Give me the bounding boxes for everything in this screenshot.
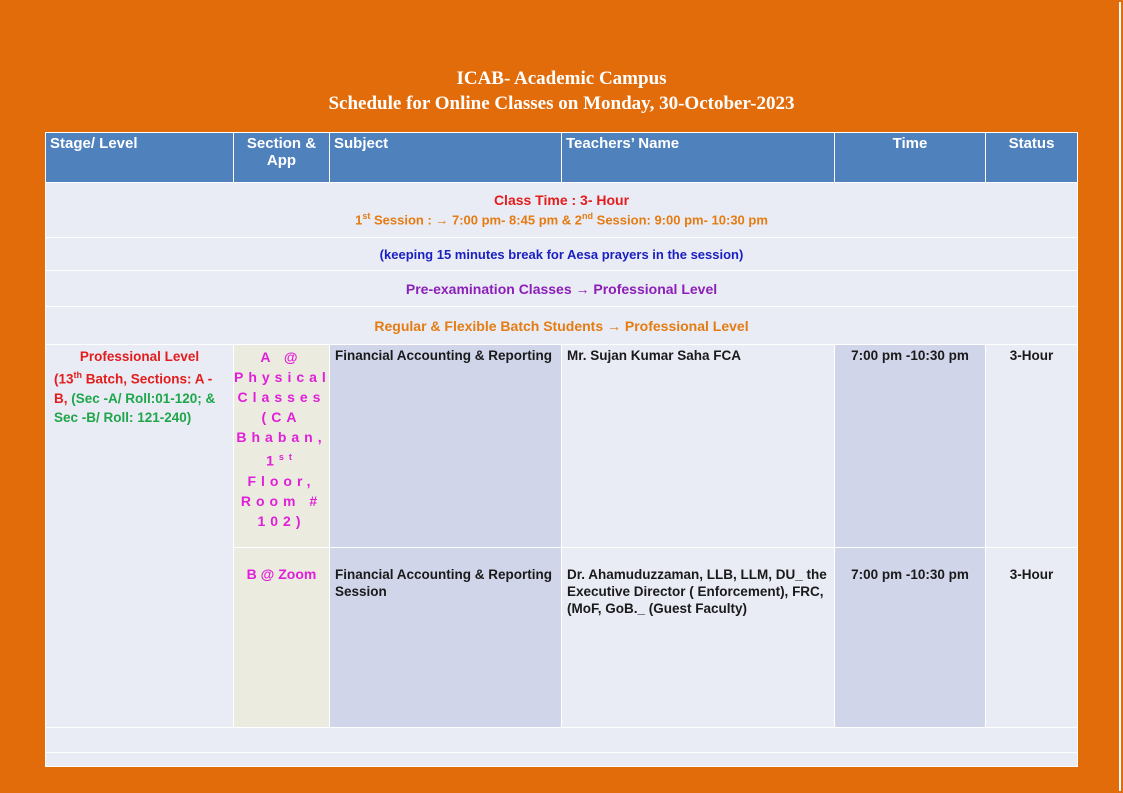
col-header-section: Section & App [234,133,330,183]
section-a-sup: st [278,452,297,462]
blank-cell [46,728,1078,753]
col-header-stage: Stage/ Level [46,133,234,183]
schedule-table [45,132,1078,767]
section-cell: B @ Zoom [234,548,330,728]
col-header-subject: Subject [330,133,562,183]
status-cell: 3-Hour [986,548,1078,728]
stage-cell [46,345,234,728]
class-time-heading: Class Time : 3- Hour [493,192,630,209]
time-cell: 7:00 pm -10:30 pm [835,548,986,728]
section-a-suffix: Floor, Room # 102) [240,472,323,529]
session2-text: Session: 9:00 pm- 10:30 pm [593,212,768,228]
blank-row [46,753,1078,767]
col-header-time: Time [835,133,986,183]
regular-batch-label: Regular & Flexible Batch Students → Professional Level [46,307,1078,345]
class-time-cell [46,183,1078,238]
break-note-row [46,238,1078,271]
class-time-row [46,183,1078,238]
break-note: (keeping 15 minutes break for Aesa prayers in the session) [46,238,1078,271]
batch-text: Batch, Sections: A -B, [54,371,213,406]
col-header-teacher: Teachers’ Name [562,133,835,183]
status-cell: 3-Hour [986,345,1078,548]
table-row [46,345,1078,548]
time-cell: 7:00 pm -10:30 pm [835,345,986,548]
session1-text: Session : → 7:00 pm- 8:45 pm & 2 [370,212,583,228]
batch-sup: th [73,370,83,380]
pre-exam-row [46,271,1078,307]
page-title: ICAB- Academic Campus [456,68,667,89]
subject-line: Session [335,584,387,599]
regular-batch-row [46,307,1078,345]
table-header-row [46,133,1078,183]
subject-cell [330,548,562,728]
session2-sup: nd [582,211,594,222]
teacher-cell: Dr. Ahamuduzzaman, LLB, LLM, DU_ the Executive Director ( Enforcement), FRC, (MoF, GoB._ (Guest Faculty) [562,548,835,728]
pre-exam-label: Pre-examination Classes → Professional Level [46,271,1078,307]
page-subtitle: Schedule for Online Classes on Monday, 30-October-2023 [328,93,795,114]
stage-level: Professional Level [79,349,200,364]
teacher-cell: Mr. Sujan Kumar Saha FCA [562,345,835,548]
batch-prefix: (13 [54,371,74,387]
blank-cell [46,753,1078,767]
section-a-text: A @ Physical Classes (CA Bhaban, 1 [234,349,331,469]
batch-sections: (Sec -A/ Roll:01-120; & Sec -B/ Roll: 121-240) [54,390,216,425]
stage-batch [54,366,225,427]
subject-line: Financial Accounting & Reporting [335,567,553,582]
session1-prefix: 1 [355,212,363,228]
session1-sup: st [362,211,371,222]
session-times [46,211,1077,227]
col-header-status: Status [986,133,1078,183]
blank-row [46,728,1078,753]
section-cell [234,345,330,548]
subject-cell: Financial Accounting & Reporting [330,345,562,548]
